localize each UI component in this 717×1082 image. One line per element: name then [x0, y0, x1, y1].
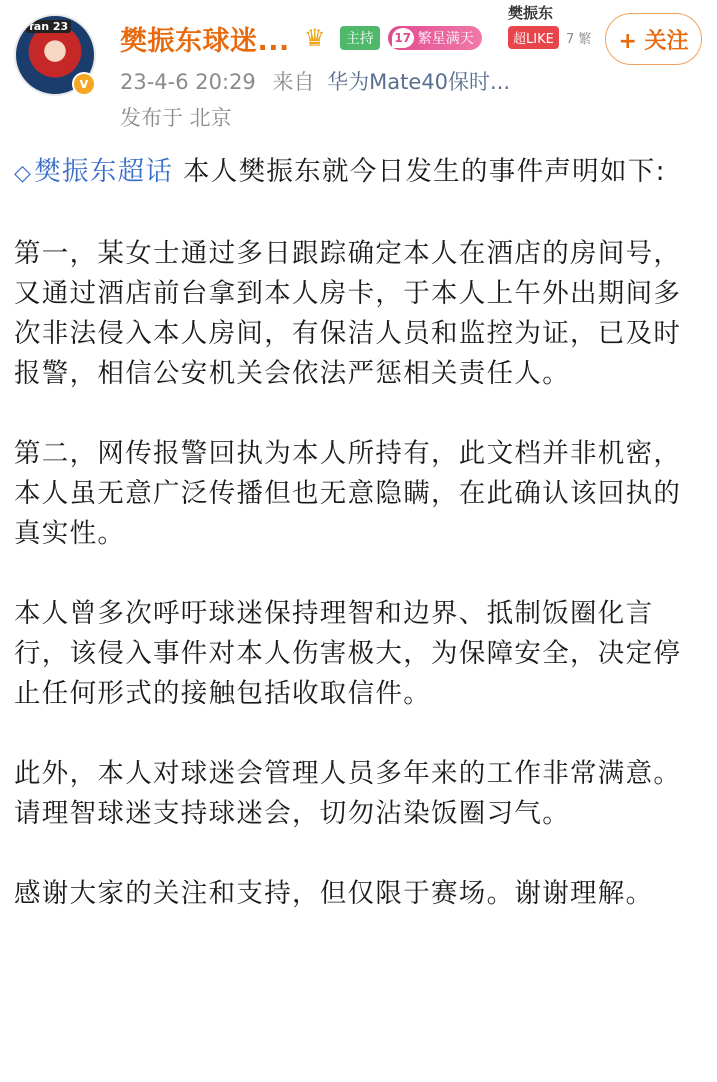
avatar-tag: fan 23 [26, 20, 71, 33]
paragraph-text: 本人樊振东就今日发生的事件声明如下: [182, 156, 666, 187]
post-location: 发布于 北京 [120, 106, 232, 130]
star-level-label: 繁星满天 [417, 31, 474, 47]
star-level-badge[interactable] [388, 26, 482, 50]
super-like-number: 7 繁 [566, 32, 592, 47]
post-paragraph: 第一，某女士通过多日跟踪确定本人在酒店的房间号，又通过酒店前台拿到本人房卡，于本人上午外出期间多次非法侵入本人房间，有保洁人员和监控为证，已及时报警，相信公安机关会依法严惩相关责任人。 [14, 238, 682, 389]
post-meta [120, 66, 510, 96]
post-paragraph [14, 152, 704, 194]
post-paragraph: 此外，本人对球迷会管理人员多年来的工作非常满意。请理智球迷支持球迷会，切勿沾染饭圈习气。 [14, 758, 682, 829]
super-like-name: 樊振东 [508, 4, 554, 22]
verified-icon: v [72, 72, 96, 96]
follow-button[interactable]: + 关注 [605, 13, 702, 65]
super-like-label: 超LIKE [508, 26, 559, 49]
post-content [14, 152, 704, 914]
source-device[interactable]: 华为Mate40保时... [327, 70, 511, 94]
super-like-badge[interactable] [508, 0, 600, 56]
name-row [120, 20, 482, 56]
source-prefix: 来自 [272, 70, 315, 94]
topic-tag-label: 樊振东超话 [34, 156, 174, 187]
topic-tag[interactable] [14, 156, 173, 187]
post-header [0, 0, 717, 150]
host-badge[interactable]: 主持 [340, 26, 380, 50]
diamond-icon: ◇ [14, 161, 33, 186]
star-level-number: 17 [392, 28, 414, 48]
username[interactable]: 樊振东球迷... [120, 25, 290, 57]
post-paragraph: 感谢大家的关注和支持，但仅限于赛场。谢谢理解。 [14, 878, 654, 909]
crown-icon: ♛ [304, 24, 326, 52]
post-paragraph: 本人曾多次呼吁球迷保持理智和边界、抵制饭圈化言行，该侵入事件对本人伤害极大，为保障安全，决定停止任何形式的接触包括收取信件。 [14, 598, 682, 709]
post-timestamp: 23-4-6 20:29 [120, 70, 256, 94]
post-paragraph: 第二，网传报警回执为本人所持有，此文档并非机密，本人虽无意广泛传播但也无意隐瞒，在此确认该回执的真实性。 [14, 438, 682, 549]
